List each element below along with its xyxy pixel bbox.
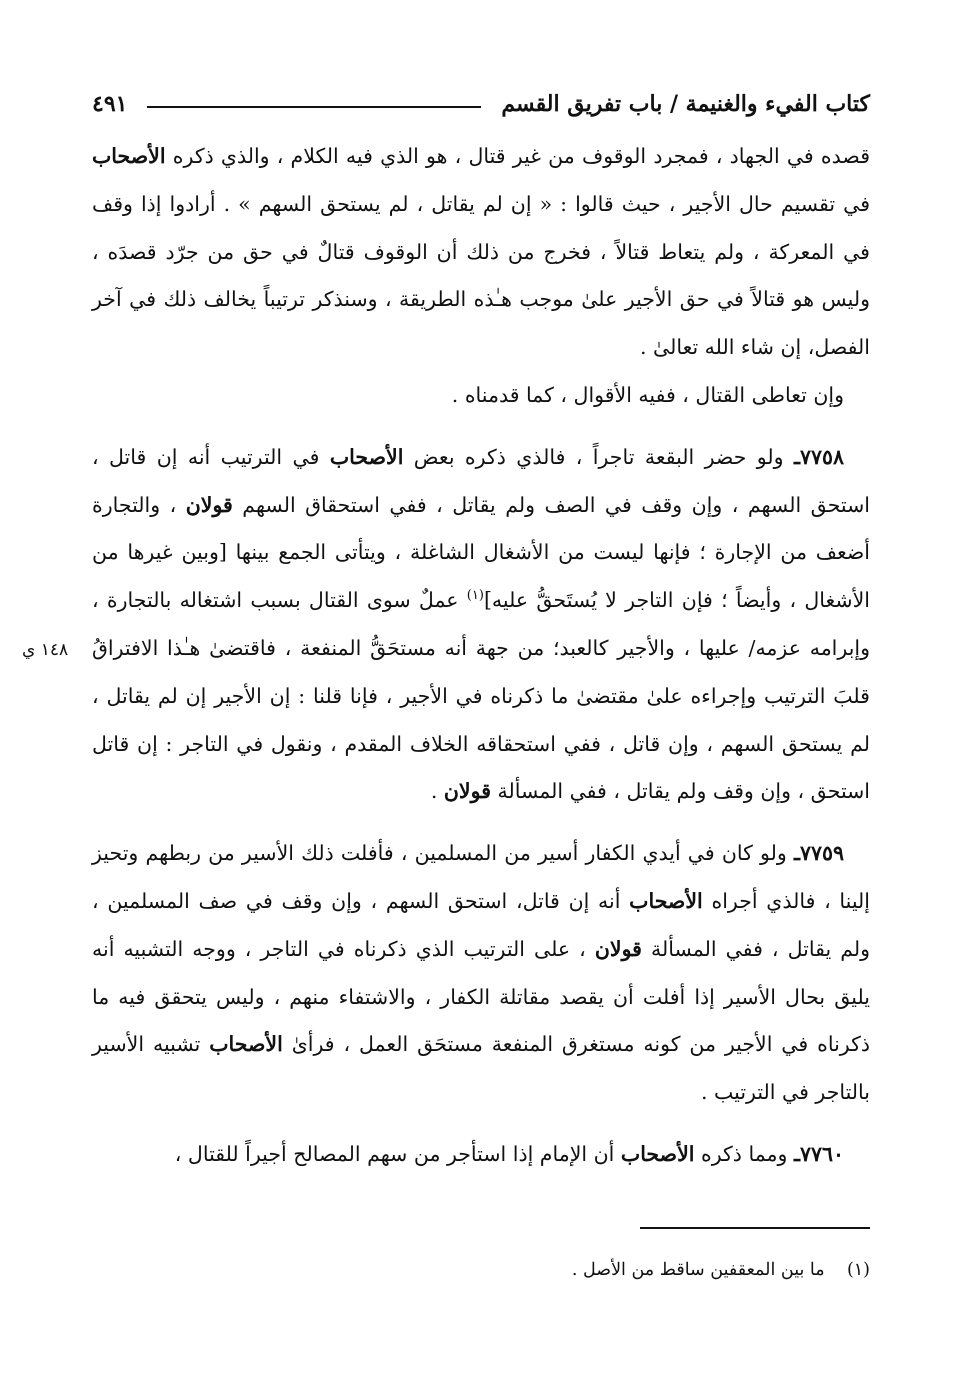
bold-term: قولان: [185, 492, 233, 517]
text-run: ، والتجارة أضعف من الإجارة ؛ فإنها ليست من الأشغال الشاغلة ، ويتأتى الجمع بينها [وبين غيرها من الأشغال ، وأيضاً ؛ فإن التاجر لا يُستَحقُّ عليه]: [92, 492, 870, 613]
text-run: في تقسيم حال الأجير ، حيث قالوا : « إن لم يقاتل ، لم يستحق السهم » . أرادوا إذا وقف في المعركة ، ولم يتعاط قتالاً ، فخرج من ذلك أن الوقوف قتالٌ في حق من جرّد قصدَه ، وليس هو قتالاً في حق الأجير علىٰ موجب هـٰذه الطريقة ، وسنذكر ترتيباً يخالف ذلك في آخر الفصل، إن شاء الله تعالىٰ .: [92, 191, 870, 360]
bold-term: الأصحاب: [329, 444, 404, 469]
paragraph-number: ٧٧٥٩ـ: [793, 841, 844, 866]
bold-term: الأصحاب: [92, 144, 166, 168]
bold-term: قولان: [594, 936, 642, 961]
running-header: [92, 84, 870, 124]
paragraph-7760: [92, 1131, 870, 1179]
footnote-reference: (١): [466, 588, 484, 604]
text-run: تشبيه الأسير بالتاجر في الترتيب .: [92, 1032, 870, 1105]
text-run: عملٌ سوى القتال بسبب اشتغاله بالتجارة ، وإبرامه عزمه/ عليها ، والأجير كالعبد؛ من جهة أنه مستحَقُّ المنفعة ، فاقتضىٰ هـٰذا الافتراقُ قلبَ الترتيب وإجراءه علىٰ مقتضىٰ ما ذكرناه في الأجير ، فإنا قلنا : إن الأجير إن لم يقاتل ، لم يستحق السهم ، وإن قاتل ، ففي استحقاقه الخلاف المقدم ، ونقول في التاجر : إن قاتل استحق ، وإن وقف ولم يقاتل ، ففي المسألة: [92, 588, 870, 804]
bold-term: قولان: [443, 779, 491, 804]
text-run: .: [430, 779, 444, 804]
text-run: قصده في الجهاد ، فمجرد الوقوف من غير قتال ، هو الذي فيه الكلام ، والذي ذكره: [165, 144, 870, 168]
bold-term: الأصحاب: [629, 888, 703, 913]
text-run: ولو كان في أيدي الكفار أسير من المسلمين ، فأفلت ذلك الأسير من ربطهم وتحيز إلينا ، فالذي أجراه: [92, 841, 870, 913]
paragraph: وإن تعاطى القتال ، ففيه الأقوال ، كما قدمناه .: [451, 382, 844, 407]
bold-term: الأصحاب: [620, 1141, 695, 1166]
text-run: في الترتيب أنه إن قاتل ، استحق السهم ، وإن وقف في الصف ولم يقاتل ، ففي استحقاق السهم: [92, 444, 870, 517]
paragraph-continuation: [92, 133, 870, 372]
footnote: [300, 1255, 870, 1285]
footnote-separator: [640, 1227, 870, 1229]
text-run: أن الإمام إذا استأجر من سهم المصالح أجيراً للقتال ،: [174, 1141, 621, 1166]
footnote-text: ما بين المعقفين ساقط من الأصل .: [571, 1260, 825, 1280]
footnote-marker: (١): [846, 1260, 870, 1280]
page-number: ٤٩١: [92, 91, 128, 117]
text-run: ولو حضر البقعة تاجراً ، فالذي ذكره بعض: [403, 444, 794, 469]
main-text: [92, 133, 870, 1179]
paragraph-7759: [92, 830, 870, 1117]
header-rule: [147, 106, 481, 108]
paragraph-7758: [92, 434, 870, 816]
bold-term: الأصحاب: [209, 1032, 283, 1057]
text-run: ، على الترتيب الذي ذكرناه في التاجر ، ووجه التشبيه أنه يليق بحال الأسير إذا أفلت أن يقصد مقاتلة الكفار ، والاشتفاء منهم ، وليس يتحقق فيه ما ذكرناه في الأجير من كونه مستغرق المنفعة مستحَق العمل ، فرأىٰ: [92, 936, 870, 1057]
text-run: ومما ذكره: [694, 1141, 794, 1166]
header-title: كتاب الفيء والغنيمة / باب تفريق القسم: [501, 91, 870, 117]
paragraph-number: ٧٧٥٨ـ: [793, 444, 844, 469]
text-run: أنه إن قاتل، استحق السهم ، وإن وقف في صف المسلمين ، ولم يقاتل ، ففي المسألة: [92, 888, 870, 961]
paragraph-number: ٧٧٦٠ـ: [793, 1141, 844, 1166]
margin-manuscript-ref: ١٤٨ ي: [22, 640, 69, 660]
